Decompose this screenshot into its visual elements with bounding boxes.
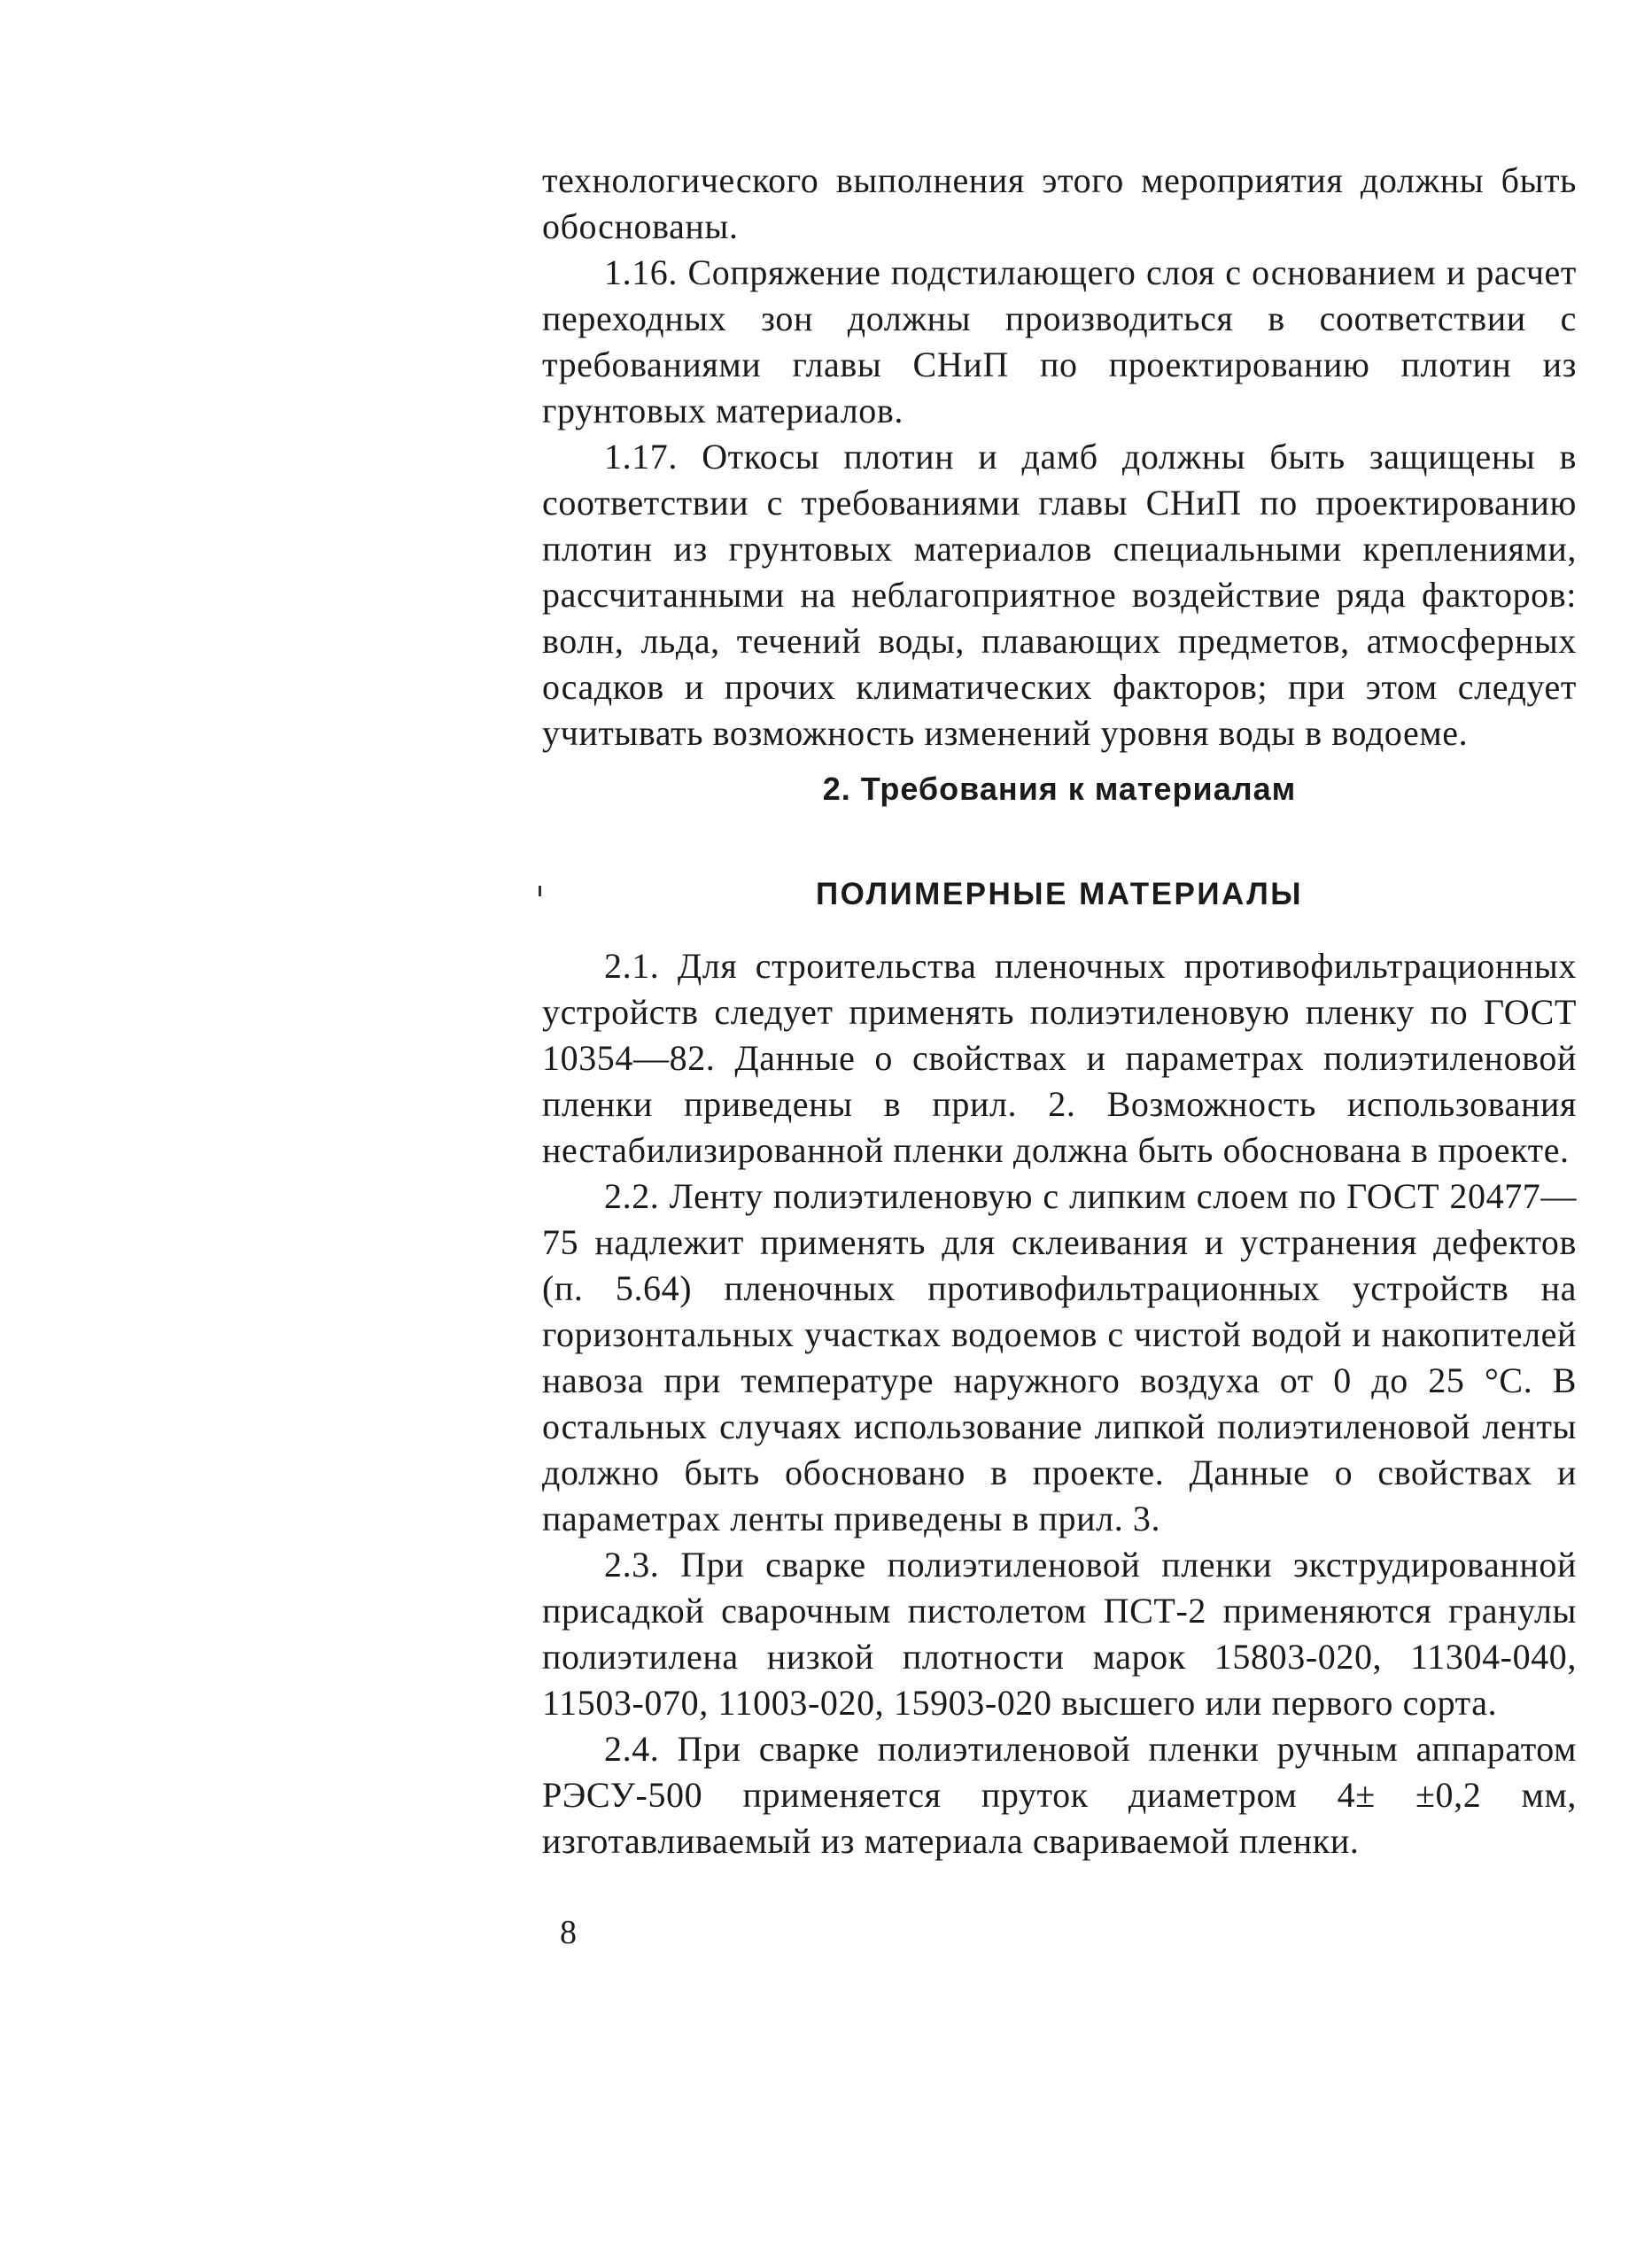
print-speck bbox=[539, 886, 541, 896]
paragraph-2-1: 2.1. Для строительства пленочных противофильтрационных устройств следует применять полиэтиленовую пленку по ГОСТ 10354—82. Данные о свойствах и параметрах полиэтиленовой пленки приведены в прил. 2. Возможность использования нестабилизированной пленки должна быть обоснована в проекте. bbox=[542, 946, 1577, 1170]
paragraph-continuation: технологического выполнения этого мероприятия должны быть обоснованы. bbox=[542, 160, 1577, 246]
paragraph-2-2: 2.2. Ленту полиэтиленовую с липким слоем по ГОСТ 20477—75 надлежит применять для склеивания и устранения дефектов (п. 5.64) пленочных противофильтрационных устройств на горизонтальных участках водоемов с чистой водой и накопителей навоза при температуре наружного воздуха от 0 до 25 °С. В остальных случаях использование липкой полиэтиленовой ленты должно быть обосновано в проекте. Данные о свойствах и параметрах ленты приведены в прил. 3. bbox=[542, 1176, 1577, 1538]
paragraph-1-16: 1.16. Сопряжение подстилающего слоя с основанием и расчет переходных зон должны производиться в соответствии с требованиями главы СНиП по проектированию плотин из грунтовых материалов. bbox=[542, 252, 1577, 430]
paragraph-2-3: 2.3. При сварке полиэтиленовой пленки экструдированной присадкой сварочным пистолетом ПСТ-2 применяются гранулы полиэтилена низкой плотности марок 15803-020, 11304-040, 11503-070, 11003-020, 15903-020 высшего или первого сорта. bbox=[542, 1545, 1577, 1723]
paragraph-2-4: 2.4. При сварке полиэтиленовой пленки ручным аппаратом РЭСУ-500 применяется пруток диаметром 4± ±0,2 мм, изготавливаемый из материала свариваемой пленки. bbox=[542, 1729, 1577, 1861]
upper-text-block bbox=[542, 158, 1577, 756]
subsection-heading: ПОЛИМЕРНЫЕ МАТЕРИАЛЫ bbox=[815, 877, 1304, 911]
page-number: 8 bbox=[560, 1914, 577, 1951]
section-heading: 2. Требования к материалам bbox=[822, 771, 1297, 807]
paragraph-1-17: 1.17. Откосы плотин и дамб должны быть защищены в соответствии с требованиями главы СНиП по проектированию плотин из грунтовых материалов специальными креплениями, рассчитанными на неблагоприятное воздействие ряда факторов: волн, льда, течений воды, плавающих предметов, атмосферных осадков и прочих климатических факторов; при этом следует учитывать возможность изменений уровня воды в водоеме. bbox=[542, 437, 1577, 753]
lower-text-block bbox=[542, 943, 1577, 1864]
